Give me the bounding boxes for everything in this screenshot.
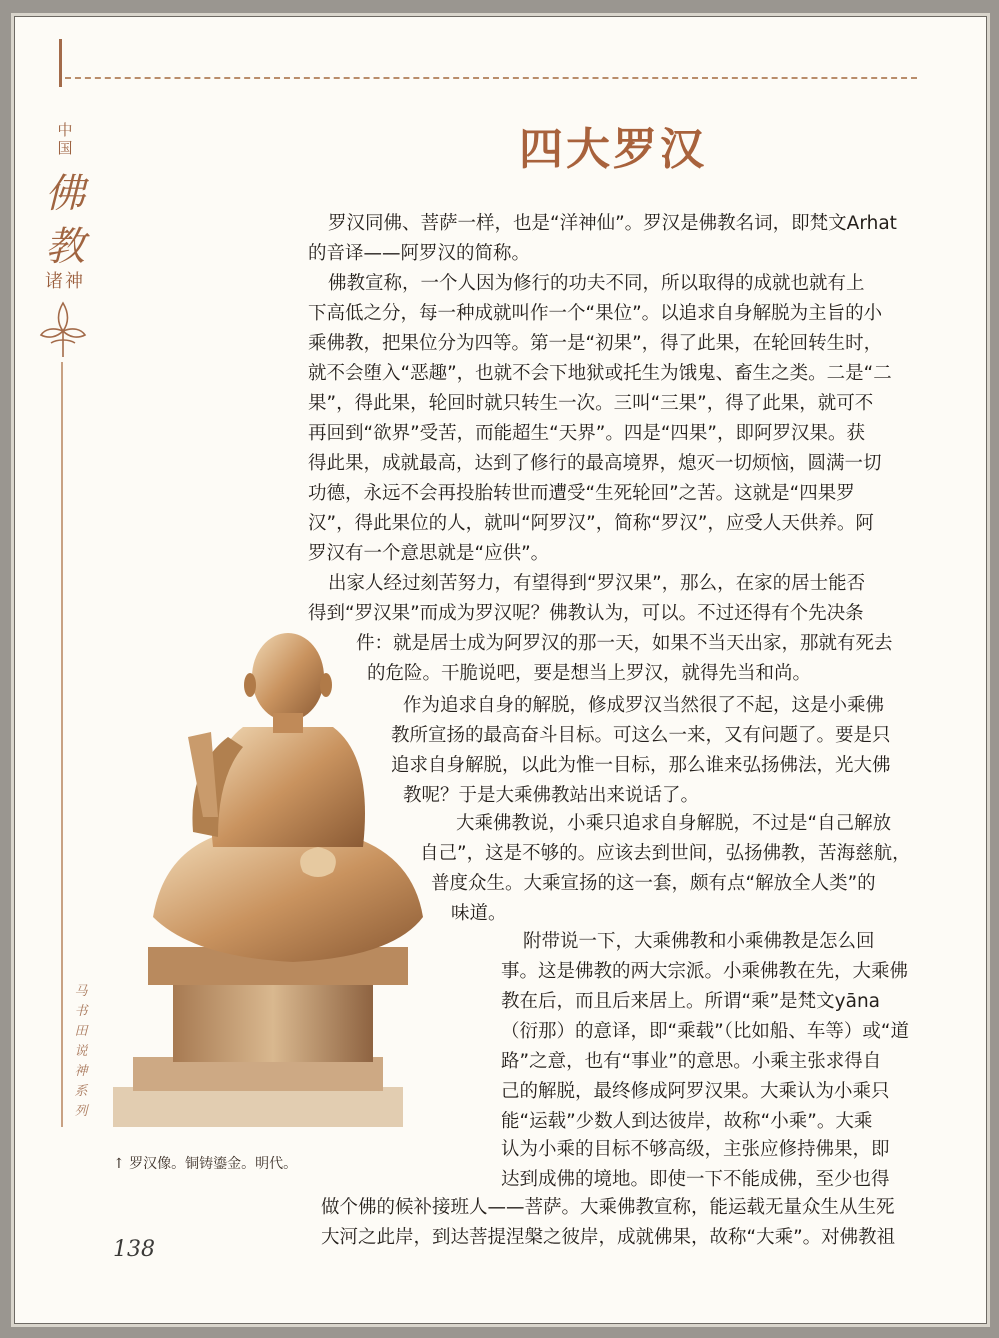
figure-caption: ↑ 罗汉像。铜铸鎏金。明代。 bbox=[113, 1156, 298, 1172]
text-line: 做个佛的候补接班人——菩萨。大乘佛教宣称，能运载无量众生从生死 bbox=[321, 1197, 895, 1218]
text-line: 作为追求自身的解脱，修成罗汉当然很了不起，这是小乘佛 bbox=[403, 695, 885, 716]
text-line: 大河之此岸，到达菩提涅槃之彼岸，成就佛果，故称“大乘”。对佛教祖 bbox=[321, 1227, 896, 1248]
text-line: 普度众生。大乘宣扬的这一套，颇有点“解放全人类”的 bbox=[431, 873, 876, 894]
text-line: 得到“罗汉果”而成为罗汉呢？佛教认为，可以。不过还得有个先决条 bbox=[308, 603, 864, 624]
text-line: 功德，永远不会再投胎转世而遭受“生死轮回”之苦。这就是“四果罗 bbox=[308, 483, 855, 504]
sidebar-char-jiao: 教 bbox=[45, 224, 85, 270]
text-line: 追求自身解脱，以此为惟一目标，那么谁来弘扬佛法，光大佛 bbox=[391, 755, 891, 776]
page-title: 四大罗汉 bbox=[519, 124, 707, 175]
header-dashed-rule bbox=[65, 77, 917, 79]
text-line: 就不会堕入“恶趣”，也就不会下地狱或托生为饿鬼、畜生之类。二是“二 bbox=[308, 363, 892, 384]
text-line: 件：就是居士成为阿罗汉的那一天，如果不当天出家，那就有死去 bbox=[356, 633, 893, 654]
text-line: 教在后，而且后来居上。所谓“乘”是梵文yāna bbox=[501, 991, 881, 1012]
text-line: 出家人经过刻苦努力，有望得到“罗汉果”，那么，在家的居士能否 bbox=[328, 573, 866, 594]
series-label: 马 书 田 说 神 系 列 bbox=[74, 984, 88, 1119]
text-line: （衍那）的意译，即“乘载”（比如船、车等）或“道 bbox=[501, 1021, 910, 1042]
text-line: 罗汉同佛、菩萨一样，也是“洋神仙”。罗汉是佛教名词，即梵文Arhat bbox=[328, 213, 897, 234]
book-page bbox=[14, 16, 987, 1324]
text-line: 果”，得此果，轮回时就只转生一次。三叫“三果”，得了此果，就可不 bbox=[308, 393, 874, 414]
text-line: 教呢？于是大乘佛教站出来说话了。 bbox=[403, 785, 700, 806]
sidebar-country: 中国 bbox=[57, 121, 73, 157]
text-line: 再回到“欲界”受苦，而能超生“天界”。四是“四果”，即阿罗汉果。获 bbox=[308, 423, 866, 444]
text-line: 己的解脱，最终修成阿罗汉果。大乘认为小乘只 bbox=[501, 1081, 890, 1102]
text-line: 自己”，这是不够的。应该去到世间，弘扬佛教，苦海慈航， bbox=[420, 843, 911, 864]
text-line: 教所宣扬的最高奋斗目标。可这么一来，又有问题了。要是只 bbox=[391, 725, 891, 746]
text-line: 认为小乘的目标不够高级，主张应修持佛果，即 bbox=[501, 1139, 890, 1160]
text-line: 的危险。干脆说吧，要是想当上罗汉，就得先当和尚。 bbox=[367, 663, 812, 684]
text-line: 附带说一下，大乘佛教和小乘佛教是怎么回 bbox=[523, 931, 875, 952]
text-line: 路”之意，也有“事业”的意思。小乘主张求得自 bbox=[501, 1051, 882, 1072]
text-line: 罗汉有一个意思就是“应供”。 bbox=[308, 543, 550, 564]
sidebar-char-fo: 佛 bbox=[45, 171, 85, 217]
text-line: 下高低之分，每一种成就叫作一个“果位”。以追求自身解脱为主旨的小 bbox=[308, 303, 883, 324]
page-number: 138 bbox=[113, 1237, 155, 1262]
sidebar-vertical-line bbox=[61, 362, 63, 1127]
text-line: 能“运载”少数人到达彼岸，故称“小乘”。大乘 bbox=[501, 1111, 873, 1132]
text-line: 的音译——阿罗汉的简称。 bbox=[308, 243, 531, 264]
text-line: 达到成佛的境地。即使一下不能成佛，至少也得 bbox=[501, 1169, 890, 1190]
text-line: 大乘佛教说，小乘只追求自身解脱，不过是“自己解放 bbox=[456, 813, 892, 834]
text-line: 佛教宣称，一个人因为修行的功夫不同，所以取得的成就也就有上 bbox=[328, 273, 865, 294]
top-vertical-rule bbox=[59, 39, 62, 87]
text-line: 得此果，成就最高，达到了修行的最高境界，熄灭一切烦恼，圆满一切 bbox=[308, 453, 882, 474]
sidebar-gods: 诸神 bbox=[45, 271, 85, 292]
text-line: 汉”，得此果位的人，就叫“阿罗汉”，简称“罗汉”，应受人天供养。阿 bbox=[308, 513, 874, 534]
text-line: 味道。 bbox=[451, 903, 507, 924]
lotus-ornament-icon bbox=[37, 299, 89, 359]
text-line: 乘佛教，把果位分为四等。第一是“初果”，得了此果，在轮回转生时， bbox=[308, 333, 883, 354]
text-line: 事。这是佛教的两大宗派。小乘佛教在先，大乘佛 bbox=[501, 961, 909, 982]
